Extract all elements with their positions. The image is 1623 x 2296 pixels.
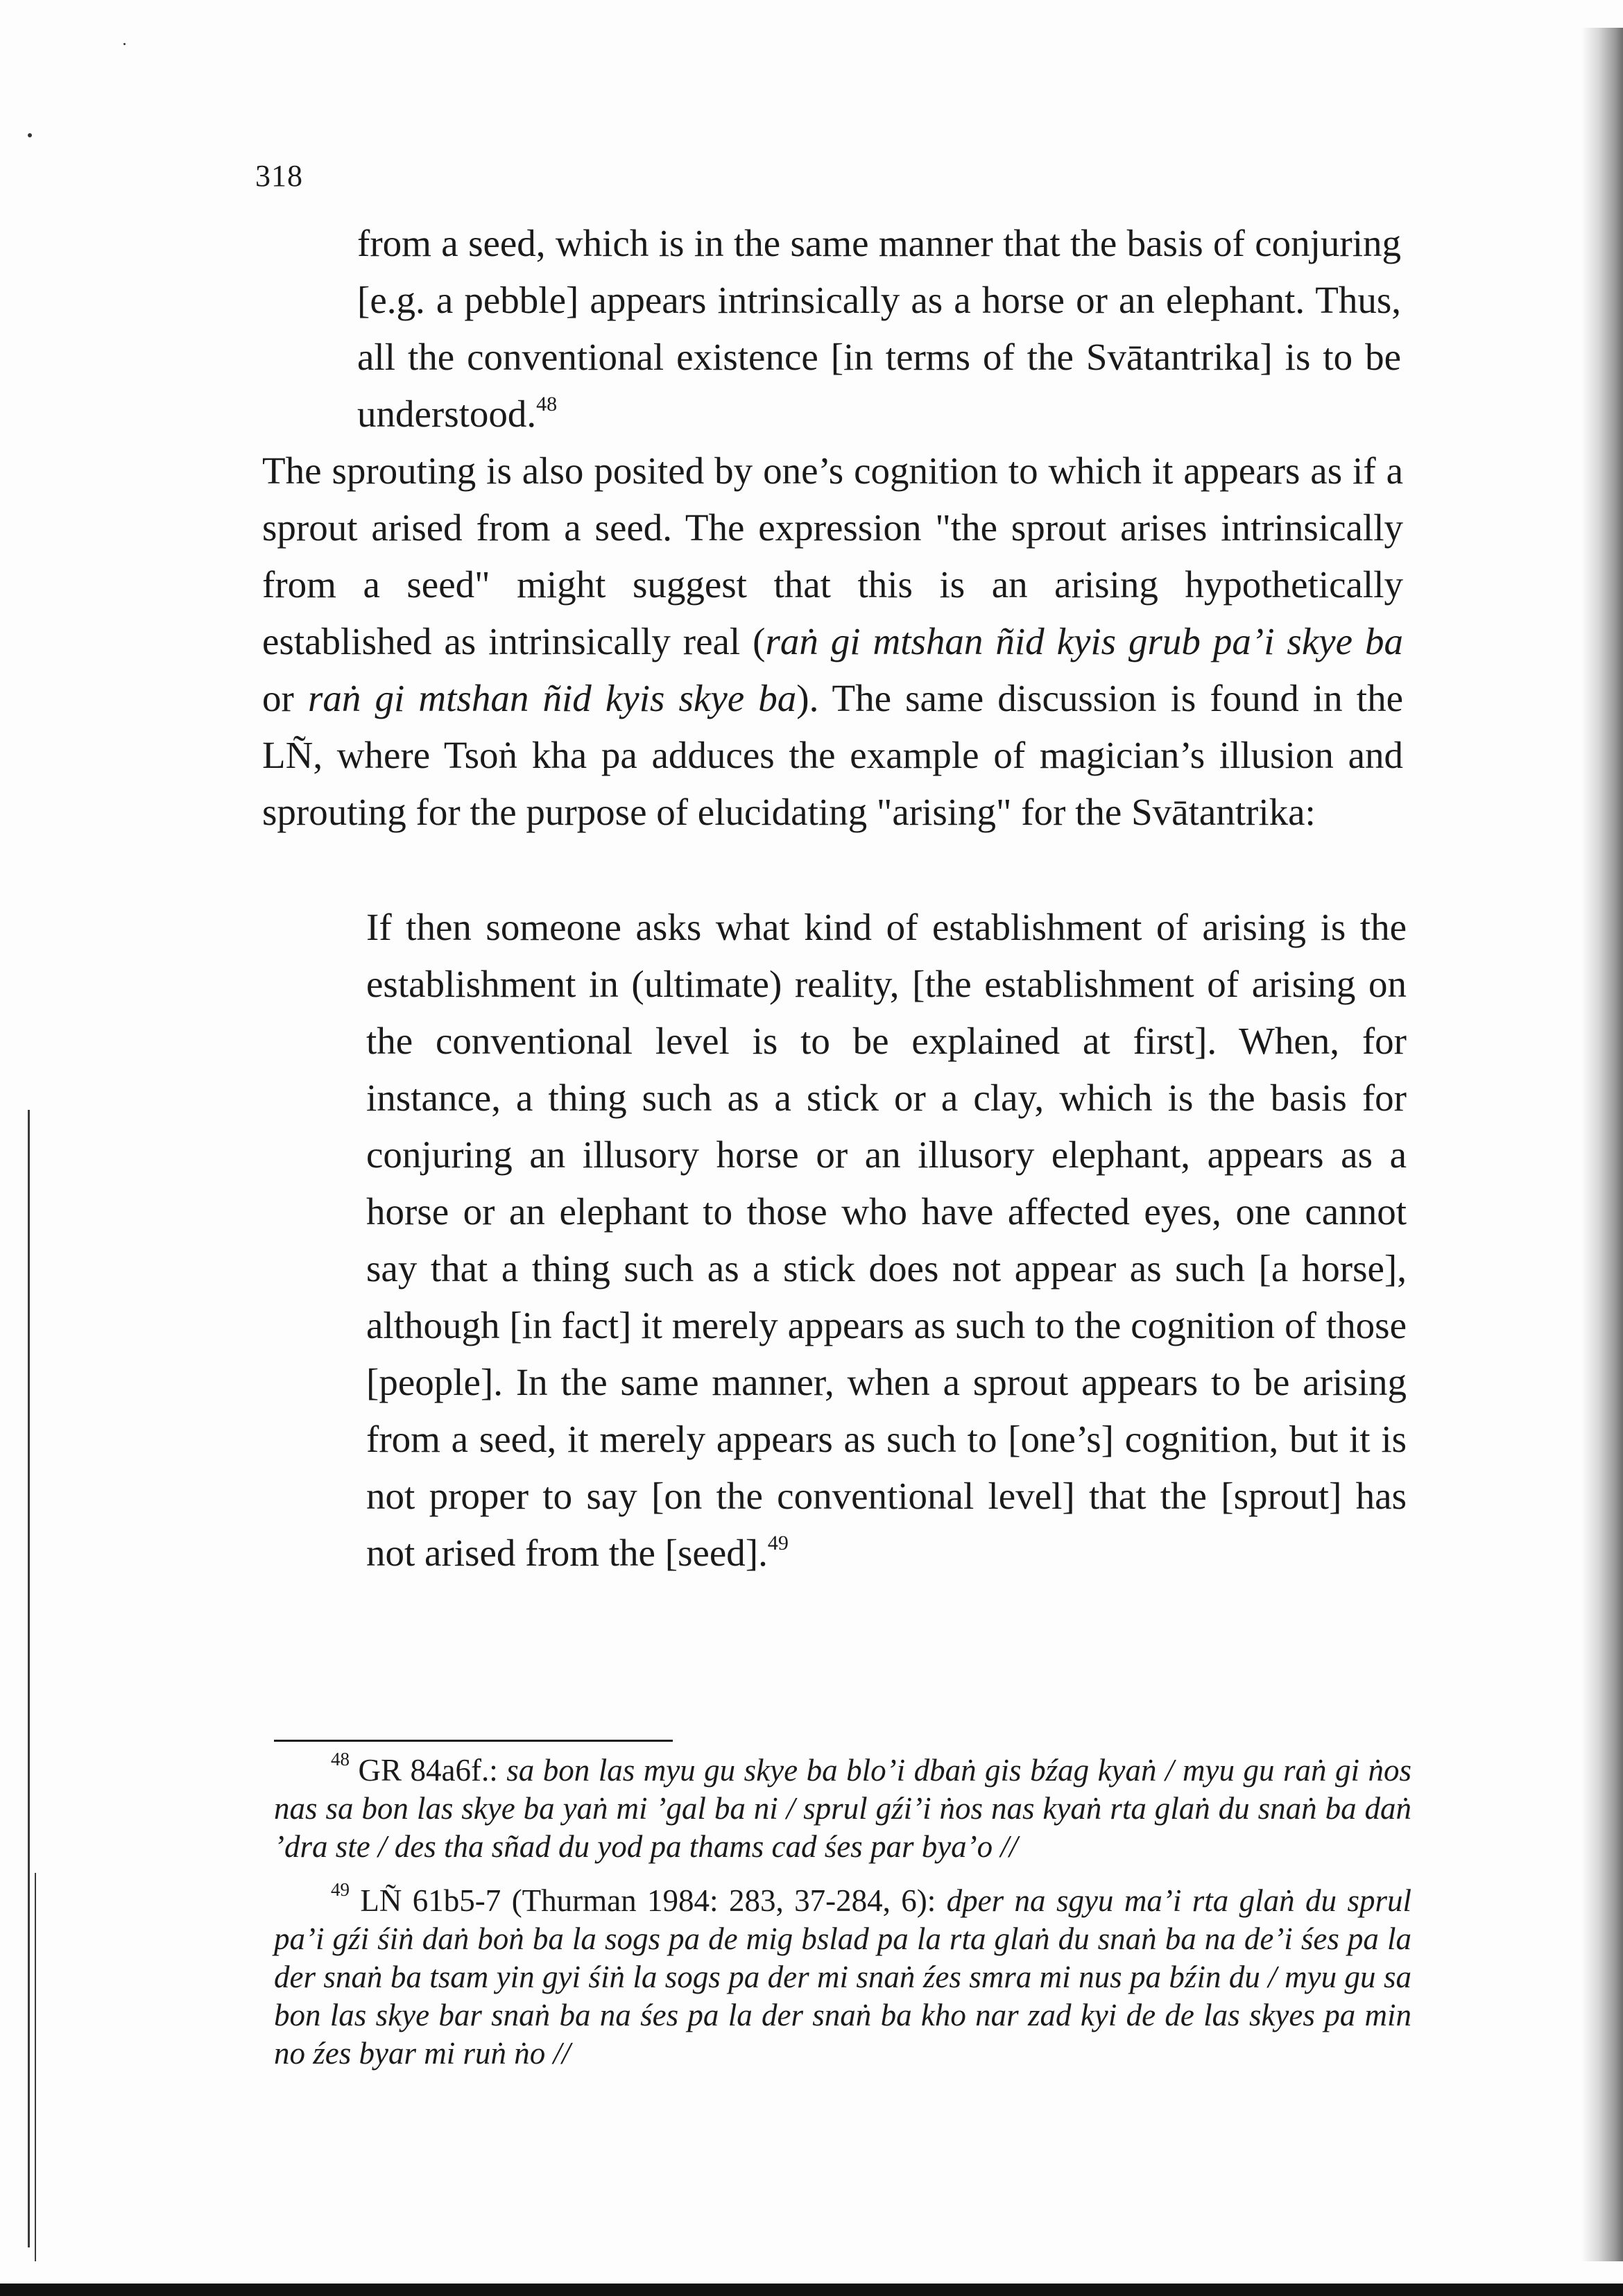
- footnote-number: 49: [331, 1879, 350, 1900]
- paragraph-text: ). The same discussion is found in the LÑ, where Tsoṅ kha pa adduces the example of magician’s illusion and sprouting for the purpose of elucidating "arising" for the Svātantrika:: [262, 677, 1403, 833]
- footnote-tibetan-text: dper na sgyu ma’i rta glaṅ du sprul pa’i gźi śiṅ daṅ boṅ ba la sogs pa de mig bslad pa la rta glaṅ du snaṅ ba na de’i śes pa la der snaṅ ba tsam yin gyi śiṅ la sogs pa der mi snaṅ źes smra mi nus pa bźin du / myu gu sa bon las skye bar snaṅ ba na śes pa la der snaṅ ba kho nar zad kyi de de las skyes pa min no źes byar mi ruṅ ṅo //: [274, 1883, 1411, 2071]
- block-quote-text: If then someone asks what kind of establishment of arising is the establishment in (ultimate) reality, [the establishment of arising on the conventional level is to be explained at first]. When, for instance, a thing such as a stick or a clay, which is the basis for conjuring an illusory horse or an illusory elephant, appears as a horse or an elephant to those who have affected eyes, one cannot say that a thing such as a stick does not appear as such [a horse], although [in fact] it merely appears as such to the cognition of those [people]. In the same manner, when a sprout appears to be arising from a seed, it merely appears as such to [one’s] cognition, but it is not proper to say [on the conventional level] that the [sprout] has not arised from the [seed].: [366, 906, 1407, 1574]
- paragraph-text: The sprouting is also posited by one’s cognition to which it appears as if a sprout arised from a seed. The expression "the sprout arises intrinsically from a seed" might suggest that this is an arising hypothetically established as intrinsically real (: [262, 449, 1403, 662]
- footnote-lead: [274, 1749, 507, 1788]
- footnote-divider: [274, 1740, 673, 1742]
- scan-edge-shadow: [1581, 28, 1623, 2261]
- paragraph-text: or: [262, 677, 308, 719]
- scan-gutter-line: [28, 1110, 30, 2247]
- footnote-number: 48: [331, 1749, 350, 1770]
- scan-speck: [28, 133, 32, 137]
- block-quote-text: from a seed, which is in the same manner that the basis of conjuring [e.g. a pebble] appears intrinsically as a horse or an elephant. Thus, all the conventional existence [in terms of the Svātantrika] is to be understood.: [357, 222, 1401, 435]
- footnote-reference: 48: [536, 392, 558, 415]
- tibetan-term: raṅ gi mtshan ñid kyis skye ba: [307, 677, 797, 719]
- block-quote: [366, 899, 1407, 1582]
- footnote: [274, 1879, 1411, 2073]
- page-number: 318: [255, 159, 303, 193]
- tibetan-term: raṅ gi mtshan ñid kyis grub pa’i skye ba: [765, 620, 1403, 662]
- scan-gutter-line: [35, 1873, 36, 2261]
- body-paragraph: [262, 443, 1403, 841]
- footnote-source: GR 84a6f.:: [350, 1753, 507, 1788]
- footnote-tibetan-text: sa bon las myu gu skye ba blo’i dbaṅ gis bźag kyaṅ / myu gu raṅ gi ṅos nas sa bon las skye ba yaṅ mi ’gal ba ni / sprul gźi’i ṅos nas kyaṅ rta glaṅ du snaṅ ba daṅ ’dra ste / des tha sñad du yod pa thams cad śes par bya’o //: [274, 1753, 1411, 1864]
- footnote: [274, 1751, 1411, 1866]
- scan-speck: [123, 43, 126, 45]
- footnote-source: LÑ 61b5-7 (Thurman 1984: 283, 37-284, 6):: [350, 1883, 947, 1918]
- scan-bottom-border: [0, 2284, 1623, 2296]
- footnote-lead: [274, 1879, 947, 1918]
- footnote-reference: 49: [767, 1531, 789, 1554]
- block-quote: [357, 215, 1401, 443]
